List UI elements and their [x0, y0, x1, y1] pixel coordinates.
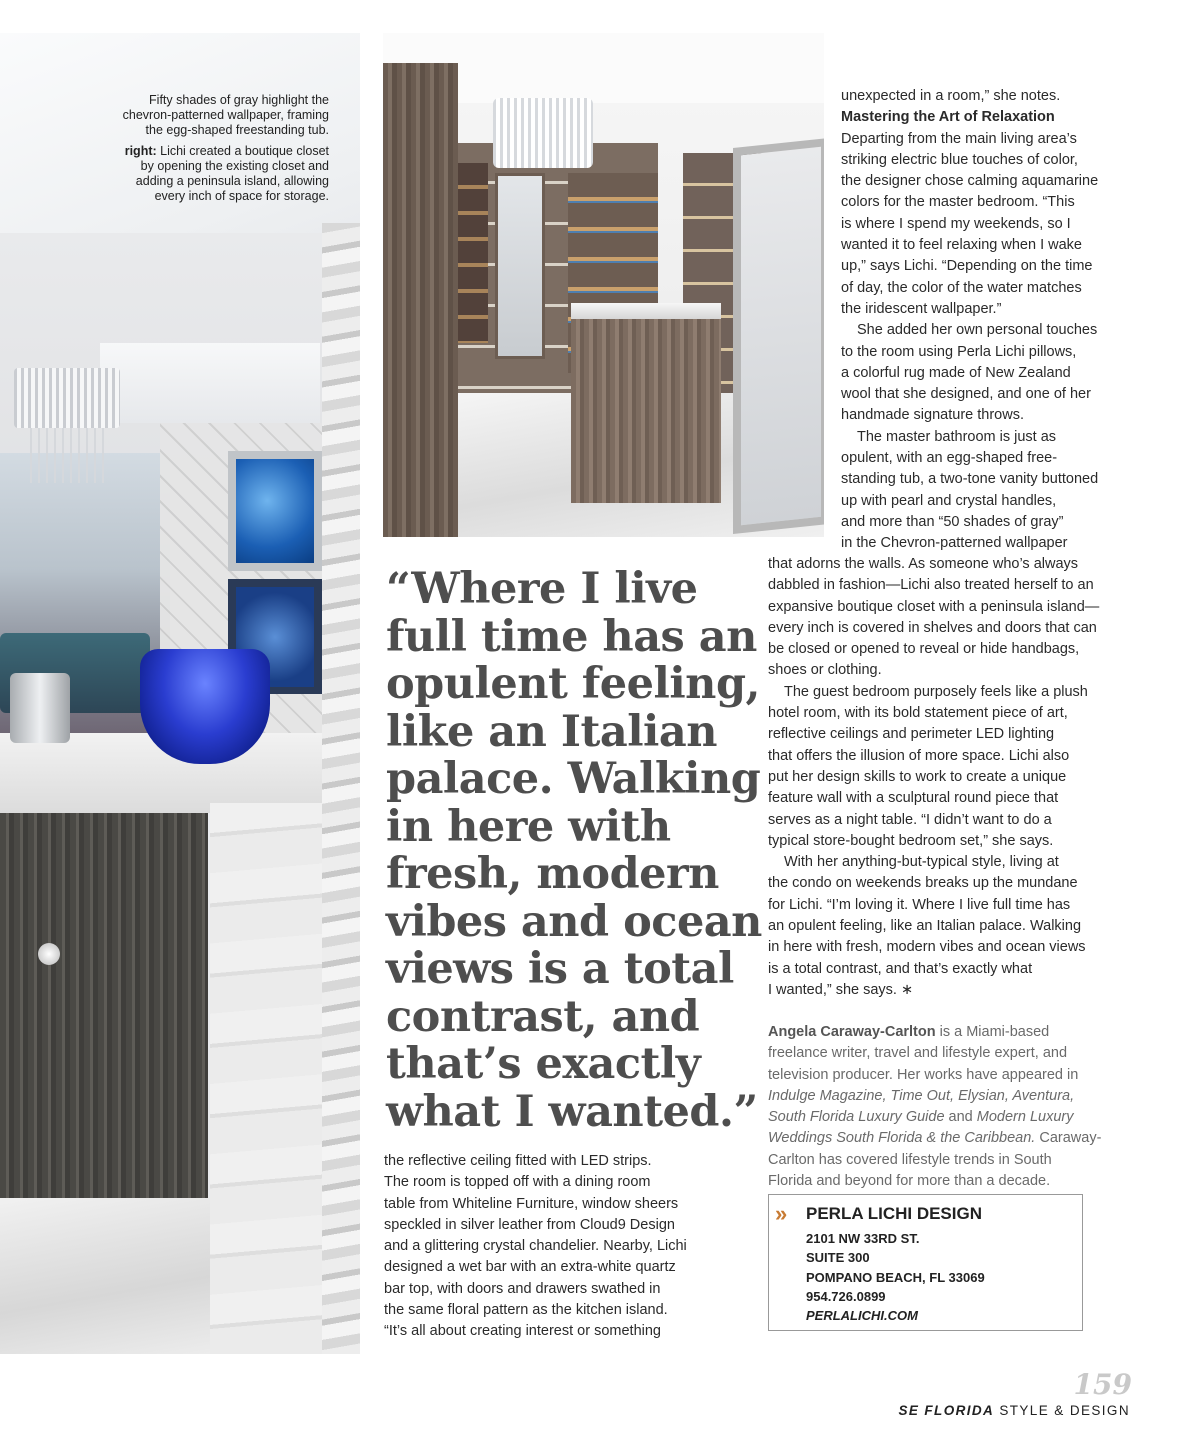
text-line: the designer chose calming aquamarine	[841, 173, 1099, 190]
caption-line: Lichi created a boutique closet	[156, 144, 329, 158]
text-line: expansive boutique closet with a peninsula island—	[768, 598, 1100, 615]
bathroom-photo	[0, 33, 360, 1354]
text-line: a colorful rug made of New Zealand	[841, 364, 1071, 381]
text-line: colors for the master bedroom. “This	[841, 194, 1075, 211]
author-bio	[768, 1022, 1101, 1192]
caption-line: adding a peninsula island, allowing	[135, 174, 329, 188]
bio-text: television producer. Her works have appeared in	[768, 1066, 1079, 1083]
marble-column	[322, 223, 360, 1354]
closet-chandelier	[493, 98, 593, 168]
wood-cabinet	[0, 813, 208, 1198]
pull-quote-line: that’s exactly	[386, 1039, 701, 1089]
text-line: the iridescent wallpaper.”	[841, 300, 1002, 317]
city-state-zip: POMPANO BEACH, FL 33069	[806, 1269, 985, 1285]
section-heading: Mastering the Art of Relaxation	[841, 109, 1055, 126]
designer-contact-box	[768, 1194, 1083, 1331]
crystal-knob	[38, 943, 60, 965]
caption-line: chevron-patterned wallpaper, framing	[122, 108, 329, 122]
text-line: striking electric blue touches of color,	[841, 151, 1078, 168]
text-line: to the room using Perla Lichi pillows,	[841, 343, 1077, 360]
text-line: unexpected in a room,” she notes.	[841, 88, 1061, 104]
photo-caption	[80, 93, 329, 210]
company-address	[806, 1229, 985, 1325]
text-line: the reflective ceiling fitted with LED strips.	[384, 1153, 652, 1169]
pull-quote-line: views is a total	[386, 944, 734, 994]
text-line: hotel room, with its bold statement piece of art,	[768, 705, 1068, 722]
text-line: I wanted,” she says. ∗	[768, 981, 914, 998]
body-text-right-column-wide	[768, 554, 1099, 1001]
text-line: is where I spend my weekends, so I	[841, 215, 1071, 232]
blue-glass-vase	[140, 649, 270, 764]
bio-text: Caraway-	[1035, 1130, 1102, 1147]
text-line: an opulent feeling, like an Italian palace. Walking	[768, 918, 1082, 935]
marble-waterfall-edge	[210, 803, 322, 1354]
blossom-artwork	[228, 451, 322, 571]
text-line: wool that she designed, and one of her	[841, 386, 1091, 403]
text-line: the same floral pattern as the kitchen island.	[384, 1302, 668, 1319]
text-line: reflective ceilings and perimeter LED lighting	[768, 726, 1055, 743]
text-line: in the Chevron-patterned wallpaper	[841, 535, 1068, 552]
text-line: feature wall with a sculptural round piece that	[768, 790, 1059, 807]
text-line: shoes or clothing.	[768, 662, 882, 679]
text-line: every inch is covered in shelves and doors that can	[768, 619, 1097, 636]
text-line: dabbled in fashion—Lichi also treated herself to an	[768, 577, 1094, 594]
pull-quote	[386, 564, 762, 1137]
text-line: table from Whiteline Furniture, window sheers	[384, 1195, 679, 1212]
caption-line: by opening the existing closet and	[140, 159, 329, 173]
footer-suffix: STYLE & DESIGN	[994, 1403, 1130, 1418]
pull-quote-line: “Where I live	[386, 564, 698, 614]
text-line: up with pearl and crystal handles,	[841, 492, 1057, 509]
suite: SUITE 300	[806, 1250, 870, 1266]
company-name: PERLA LICHI DESIGN	[806, 1204, 982, 1223]
text-line: and more than “50 shades of gray”	[841, 513, 1064, 530]
pull-quote-line: full time has an	[386, 611, 757, 662]
author-name: Angela Caraway-Carlton	[768, 1024, 936, 1040]
bio-text: is a Miami-based	[935, 1024, 1050, 1040]
text-line: typical store-bought bedroom set,” she says.	[768, 832, 1054, 849]
marble-floor	[0, 1198, 210, 1354]
island-countertop	[571, 303, 721, 319]
text-line: the condo on weekends breaks up the mundane	[768, 875, 1078, 892]
bio-publication: South Florida Luxury Guide	[768, 1109, 945, 1126]
footer-name: FLORIDA	[919, 1403, 995, 1418]
caption-line: Fifty shades of gray highlight the	[149, 93, 329, 107]
text-line: be closed or opened to reveal or hide handbags,	[768, 641, 1080, 658]
peninsula-island	[571, 308, 721, 503]
bio-text: Carlton has covered lifestyle trends in South	[768, 1151, 1052, 1168]
chevron-right-icon: »	[775, 1201, 782, 1226]
chandelier	[14, 368, 120, 428]
text-line: standing tub, a two-tone vanity buttoned	[841, 471, 1099, 488]
page-number: 159	[1073, 1368, 1132, 1401]
text-line: Departing from the main living area’s	[841, 130, 1077, 147]
reflected-ceiling	[100, 343, 320, 423]
pull-quote-line: what I wanted.”	[386, 1086, 758, 1137]
text-line: that adorns the walls. As someone who’s always	[768, 556, 1079, 572]
text-line: With her anything-but-typical style, living at	[784, 854, 1059, 871]
bio-text: freelance writer, travel and lifestyle expert, and	[768, 1045, 1068, 1062]
text-line: is a total contrast, and that’s exactly what	[768, 960, 1033, 977]
text-line: that offers the illusion of more space. Lichi also	[768, 747, 1070, 764]
text-line: of day, the color of the water matches	[841, 279, 1082, 296]
caption-direction-label: right:	[124, 144, 157, 158]
shoe-shelves	[458, 163, 488, 343]
closet-wood-wall	[383, 63, 458, 537]
text-line: serves as a night table. “I didn’t want to do a	[768, 811, 1052, 828]
magazine-footer	[898, 1403, 1130, 1418]
website-link[interactable]: PERLALICHI.COM	[806, 1308, 918, 1324]
body-text-right-column	[841, 86, 1098, 555]
bio-text: Florida and beyond for more than a decade.	[768, 1173, 1051, 1190]
text-line: The guest bedroom purposely feels like a plush	[784, 683, 1088, 700]
bio-publication: Modern Luxury	[976, 1109, 1074, 1126]
caption-line: every inch of space for storage.	[154, 189, 329, 203]
closet-mirror	[495, 173, 545, 359]
closet-photo	[383, 33, 824, 537]
bio-publication: Indulge Magazine, Time Out, Elysian, Aventura,	[768, 1087, 1075, 1104]
text-line: speckled in silver leather from Cloud9 Design	[384, 1216, 675, 1233]
chandelier-crystals	[30, 428, 104, 483]
text-line: bar top, with doors and drawers swathed in	[384, 1280, 661, 1297]
text-line: put her design skills to work to create a unique	[768, 768, 1067, 785]
text-line: in here with fresh, modern vibes and ocean views	[768, 939, 1086, 956]
text-line: “It’s all about creating interest or something	[384, 1323, 661, 1340]
text-line: and a glittering crystal chandelier. Nearby, Lichi	[384, 1238, 687, 1255]
pull-quote-line: contrast, and	[386, 991, 700, 1042]
text-line: wanted it to feel relaxing when I wake	[841, 237, 1082, 254]
text-line: up,” says Lichi. “Depending on the time	[841, 258, 1093, 275]
text-line: The room is topped off with a dining room	[384, 1174, 651, 1191]
text-line: handmade signature throws.	[841, 407, 1024, 424]
text-line: The master bathroom is just as	[857, 428, 1057, 445]
footer-prefix: SE	[898, 1403, 920, 1418]
pull-quote-line: palace. Walking	[386, 754, 761, 804]
caption-line: the egg-shaped freestanding tub.	[145, 123, 329, 137]
body-text-middle-column	[384, 1151, 687, 1343]
bio-publication: Weddings South Florida & the Caribbean.	[768, 1130, 1036, 1147]
text-line: for Lichi. “I’m loving it. Where I live full time has	[768, 896, 1071, 913]
pull-quote-line: opulent feeling,	[386, 659, 760, 709]
bio-text: and	[944, 1109, 977, 1126]
faucet	[10, 673, 70, 743]
pull-quote-line: like an Italian	[386, 706, 718, 757]
text-line: She added her own personal touches	[857, 322, 1098, 339]
pull-quote-line: vibes and ocean	[386, 896, 762, 947]
text-line: designed a wet bar with an extra-white quartz	[384, 1259, 676, 1276]
floor-mirror	[733, 138, 824, 534]
pull-quote-line: in here with	[386, 801, 671, 852]
pull-quote-line: fresh, modern	[386, 849, 719, 899]
phone-number[interactable]: 954.726.0899	[806, 1288, 886, 1304]
street-address: 2101 NW 33RD ST.	[806, 1231, 920, 1246]
text-line: opulent, with an egg-shaped free-	[841, 450, 1058, 467]
